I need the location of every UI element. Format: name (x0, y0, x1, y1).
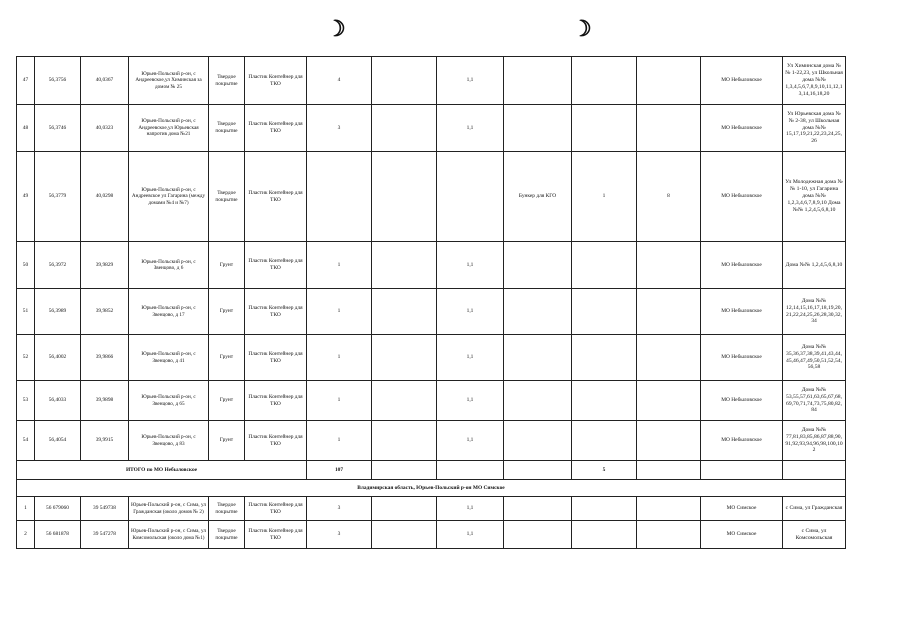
table-row (17, 521, 846, 549)
table-row (17, 57, 846, 105)
cell-bunker (504, 335, 572, 381)
cell-surface: Грунт (209, 381, 245, 421)
cell-lat: 56 681878 (35, 521, 81, 549)
cell-lon: 40,0323 (81, 105, 129, 152)
cell-volume: 1,1 (437, 242, 504, 289)
cell-count: 1 (307, 289, 372, 335)
cell-notes: Ул Химинская дома №№ 1-22,23, ул Школьная дома №№ 1,3,4,5,6,7,8,9,10,11,12,13,14,16,18,20 (783, 57, 846, 105)
cell-volume (437, 152, 504, 242)
cell-num: 1 (17, 497, 35, 521)
cell-address: Юрьев-Польский р-он, с Андреевское,ул Химинская за домом № 25 (129, 57, 209, 105)
cell-lat: 56,3756 (35, 57, 81, 105)
cell-notes: Дома №№ 35,36,37,38,39,41,43,44,45,46,47,49,50,51,52,54,56,58 (783, 335, 846, 381)
cell-bunker (504, 242, 572, 289)
cell-bunker (504, 521, 572, 549)
cell-lat: 56,3779 (35, 152, 81, 242)
cell-lat: 56,4033 (35, 381, 81, 421)
cell-address: Юрьев-Польский р-он, с Андреевское ул Гагарина (между домами №4 и №7) (129, 152, 209, 242)
cell-mo: МО Небыловское (701, 105, 783, 152)
cell-surface: Грунт (209, 335, 245, 381)
cell-surface: Грунт (209, 289, 245, 335)
cell-notes: Дома №№ 1,2,4,5,6,8,10 (783, 242, 846, 289)
cell-count: 1 (307, 242, 372, 289)
cell-lon: 39,9898 (81, 381, 129, 421)
cell-volume: 1,1 (437, 421, 504, 461)
cell-container: Пластик Контейнер для ТКО (245, 421, 307, 461)
cell-mo: МО Симское (701, 521, 783, 549)
cell-lon: 39,9915 (81, 421, 129, 461)
cell-container: Пластик Контейнер для ТКО (245, 57, 307, 105)
cell-bunker (504, 105, 572, 152)
cell-mo: МО Симское (701, 497, 783, 521)
cell-bunker-volume (637, 335, 701, 381)
cell-count: 1 (307, 335, 372, 381)
cell-num: 2 (17, 521, 35, 549)
cell-count: 4 (307, 57, 372, 105)
cell-bunker (504, 57, 572, 105)
cell-notes: с Сима, ул Комсомольская (783, 521, 846, 549)
cell-mo: МО Небыловское (701, 335, 783, 381)
total-bunker-count: 5 (572, 461, 637, 480)
cell-bunker (504, 421, 572, 461)
cell-num: 48 (17, 105, 35, 152)
cell-container: Пластик Контейнер для ТКО (245, 242, 307, 289)
cell-mo: МО Небыловское (701, 152, 783, 242)
cell-container: Пластик Контейнер для ТКО (245, 105, 307, 152)
cell-empty (372, 335, 437, 381)
cell-bunker: Бункер для КГО (504, 152, 572, 242)
section-header-row (17, 480, 846, 497)
table-row (17, 381, 846, 421)
cell-container: Пластик Контейнер для ТКО (245, 289, 307, 335)
table-row (17, 497, 846, 521)
cell-surface: Твердое покрытие (209, 105, 245, 152)
cell-address: Юрьев-Польский р-он, с Сима, ул Комсомольская (около дома №1) (129, 521, 209, 549)
table-total (17, 461, 846, 497)
cell-bunker-volume (637, 497, 701, 521)
cell-notes: с Сима, ул Гражданская (783, 497, 846, 521)
cell-address: Юрьев-Польский р-он, с Звенцово, д 17 (129, 289, 209, 335)
cell-lat: 56,3746 (35, 105, 81, 152)
total-label: ИТОГО по МО Небыловское (17, 461, 307, 480)
cell-notes: Дома №№ 12,14,15,16,17,18,19,20,21,22,24,25,26,28,30,32,34 (783, 289, 846, 335)
cell-bunker-count (572, 497, 637, 521)
total-row (17, 461, 846, 480)
cell-lat: 56,3972 (35, 242, 81, 289)
cell-lon: 39 549738 (81, 497, 129, 521)
section-title: Владимирская область, Юрьев-Польский р-он МО Симское (17, 480, 846, 497)
cell-volume: 1,1 (437, 521, 504, 549)
cell-address: Юрьев-Польский р-он, с Звенцово, д 65 (129, 381, 209, 421)
cell-address: Юрьев-Польский р-он, с Звенцово, д 6 (129, 242, 209, 289)
cell-empty (372, 152, 437, 242)
page-corner-mark-right: ☽ (572, 16, 592, 41)
cell-count: 1 (307, 381, 372, 421)
cell-bunker-volume (637, 381, 701, 421)
cell-count: 3 (307, 497, 372, 521)
cell-lon: 39,9866 (81, 335, 129, 381)
cell-container: Пластик Контейнер для ТКО (245, 381, 307, 421)
cell-lat: 56,4002 (35, 335, 81, 381)
cell-bunker-count (572, 57, 637, 105)
cell-empty (372, 421, 437, 461)
cell-bunker-count (572, 105, 637, 152)
table-body-mo-simskoe (17, 497, 846, 549)
cell-container: Пластик Контейнер для ТКО (245, 521, 307, 549)
cell-bunker-count: 1 (572, 152, 637, 242)
cell-empty (372, 105, 437, 152)
cell-count: 3 (307, 105, 372, 152)
cell-bunker-volume: 8 (637, 152, 701, 242)
cell-num: 50 (17, 242, 35, 289)
cell-bunker-count (572, 521, 637, 549)
table-row (17, 335, 846, 381)
cell-surface: Твердое покрытие (209, 521, 245, 549)
page-corner-mark-left: ☽ (326, 16, 346, 41)
cell-volume: 1,1 (437, 497, 504, 521)
cell-address: Юрьев-Польский р-он, с Андреевское,ул Юрьевская напротив дома №21 (129, 105, 209, 152)
table-body-mo-nebylovskoe (17, 57, 846, 461)
cell-volume: 1,1 (437, 381, 504, 421)
cell-num: 53 (17, 381, 35, 421)
cell-mo: МО Небыловское (701, 421, 783, 461)
cell-num: 51 (17, 289, 35, 335)
cell-count: 3 (307, 521, 372, 549)
cell-bunker-count (572, 242, 637, 289)
cell-count (307, 152, 372, 242)
cell-mo: МО Небыловское (701, 289, 783, 335)
cell-num: 49 (17, 152, 35, 242)
cell-empty (372, 381, 437, 421)
cell-bunker (504, 289, 572, 335)
cell-notes: Ул Юрьевская дома №№ 2-38, ул Школьная дома №№ 15,17,19,21,22,23,24,25,26 (783, 105, 846, 152)
cell-bunker-volume (637, 105, 701, 152)
cell-volume: 1,1 (437, 289, 504, 335)
cell-bunker-count (572, 381, 637, 421)
cell-bunker-volume (637, 421, 701, 461)
cell-bunker (504, 381, 572, 421)
cell-lon: 39,9852 (81, 289, 129, 335)
cell-address: Юрьев-Польский р-он, с Сима, ул Гражданская (около домов № 2) (129, 497, 209, 521)
cell-mo: МО Небыловское (701, 242, 783, 289)
cell-mo: МО Небыловское (701, 57, 783, 105)
table-row (17, 289, 846, 335)
cell-empty (372, 521, 437, 549)
table-row (17, 242, 846, 289)
cell-notes: Ул Молодежная дома №№ 1-10, ул Гагарина дома №№ 1,2,3,4,6,7,8,9,10 Дома №№ 1,2,4,5,6,8,10 (783, 152, 846, 242)
cell-volume: 1,1 (437, 57, 504, 105)
cell-container: Пластик Контейнер для ТКО (245, 152, 307, 242)
cell-notes: Дома №№ 53,55,57,61,63,65,67,68,69,70,71,74,73,75,80,82,84 (783, 381, 846, 421)
cell-bunker-volume (637, 242, 701, 289)
cell-mo: МО Небыловское (701, 381, 783, 421)
cell-bunker-volume (637, 57, 701, 105)
cell-container: Пластик Контейнер для ТКО (245, 335, 307, 381)
cell-lat: 56,3989 (35, 289, 81, 335)
cell-surface: Грунт (209, 242, 245, 289)
cell-num: 54 (17, 421, 35, 461)
cell-count: 1 (307, 421, 372, 461)
cell-notes: Дома №№ 77,81,83,85,86,87,88,90,91,92,93,94,96,98,100,102 (783, 421, 846, 461)
cell-lon: 39 547278 (81, 521, 129, 549)
cell-bunker-count (572, 421, 637, 461)
cell-bunker-volume (637, 289, 701, 335)
cell-lon: 40,0298 (81, 152, 129, 242)
table-row (17, 152, 846, 242)
cell-address: Юрьев-Польский р-он, с Звенцово, д 41 (129, 335, 209, 381)
cell-lat: 56,4054 (35, 421, 81, 461)
cell-bunker-count (572, 335, 637, 381)
table-row (17, 421, 846, 461)
cell-lon: 40,0367 (81, 57, 129, 105)
cell-volume: 1,1 (437, 335, 504, 381)
cell-num: 52 (17, 335, 35, 381)
cell-volume: 1,1 (437, 105, 504, 152)
cell-empty (372, 57, 437, 105)
cell-empty (372, 289, 437, 335)
waste-sites-table (16, 56, 846, 549)
cell-bunker (504, 497, 572, 521)
cell-bunker-volume (637, 521, 701, 549)
cell-empty (372, 242, 437, 289)
cell-lat: 56 679060 (35, 497, 81, 521)
cell-surface: Твердое покрытие (209, 57, 245, 105)
cell-surface: Грунт (209, 421, 245, 461)
cell-address: Юрьев-Польский р-он, с Звенцово, д 83 (129, 421, 209, 461)
cell-lon: 39,9829 (81, 242, 129, 289)
cell-container: Пластик Контейнер для ТКО (245, 497, 307, 521)
cell-num: 47 (17, 57, 35, 105)
cell-surface: Твердое покрытие (209, 497, 245, 521)
total-count: 107 (307, 461, 372, 480)
table-row (17, 105, 846, 152)
cell-empty (372, 497, 437, 521)
cell-surface: Твердое покрытие (209, 152, 245, 242)
cell-bunker-count (572, 289, 637, 335)
